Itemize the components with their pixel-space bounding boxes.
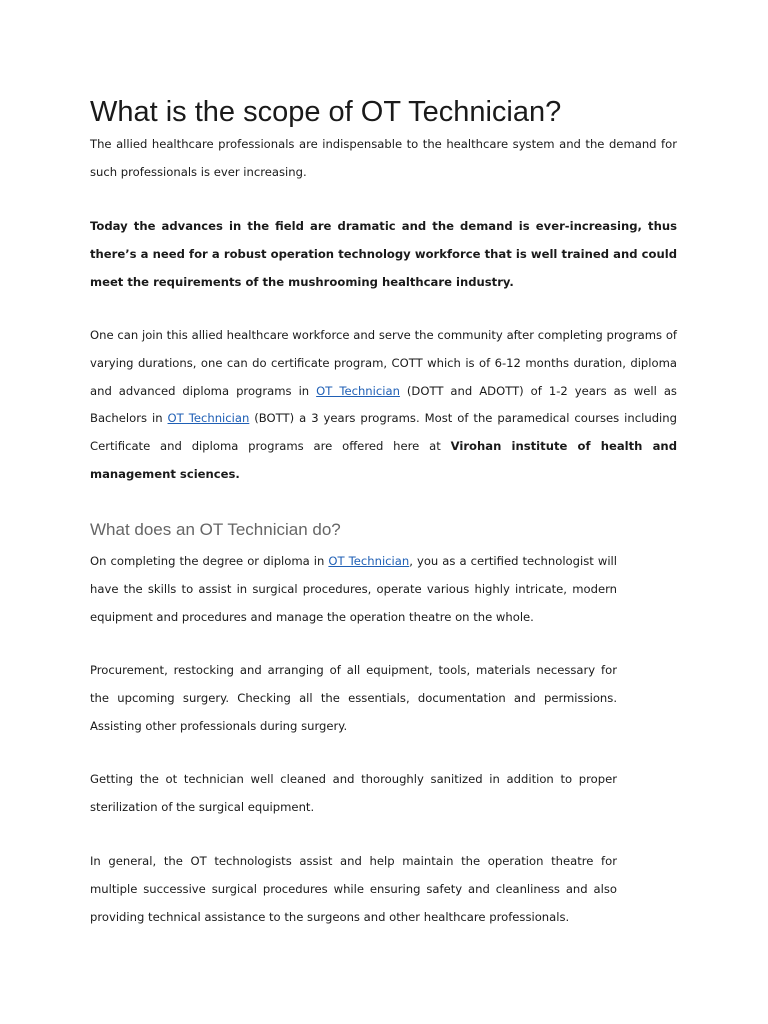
institute-name: Virohan institute of health and management sciences. — [90, 439, 677, 481]
programs-text-3: (BOTT) a 3 years programs. Most of the paramedical courses including Certificate and diploma programs are offered here at — [90, 411, 677, 454]
role-text-1: On completing the degree or diploma in — [90, 554, 329, 568]
general-paragraph: In general, the OT technologists assist and help maintain the operation theatre for multiple successive surgical procedures while ensuring safety and cleanliness and also providing technical assistance to the surgeons and other healthcare professionals. — [90, 854, 617, 924]
section-heading: What does an OT Technician do? — [90, 520, 341, 539]
role-paragraph — [90, 548, 617, 631]
programs-text-1: One can join this allied healthcare workforce and serve the community after completing programs of varying durations, one can do certificate program, COTT which is of 6-12 months duration, diploma and advanced diploma programs in — [90, 328, 677, 398]
ot-technician-link[interactable]: OT Technician — [316, 383, 400, 398]
intro-paragraph: The allied healthcare professionals are indispensable to the healthcare system and the demand for such professionals is ever increasing. — [90, 137, 677, 179]
programs-text-2: (DOTT and ADOTT) of 1-2 years as well as Bachelors in — [90, 383, 677, 426]
programs-paragraph — [90, 322, 677, 489]
cleaning-paragraph: Getting the ot technician well cleaned and thoroughly sanitized in addition to proper sterilization of the surgical equipment. — [90, 772, 617, 814]
bold-paragraph: Today the advances in the field are dramatic and the demand is ever-increasing, thus there’s a need for a robust operation technology workforce that is well trained and could meet the requirements of the mushrooming healthcare industry. — [90, 219, 677, 289]
role-text-2: , you as a certified technologist will have the skills to assist in surgical procedures, operate various highly intricate, modern equipment and procedures and manage the operation theatre on the whole. — [90, 554, 617, 624]
ot-technician-link[interactable]: OT Technician — [328, 554, 410, 568]
ot-technician-link[interactable]: OT Technician — [167, 411, 250, 426]
page-title: What is the scope of OT Technician? — [90, 96, 562, 128]
procurement-paragraph: Procurement, restocking and arranging of all equipment, tools, materials necessary for the upcoming surgery. Checking all the essentials, documentation and permissions. Assisting other professionals during surgery. — [90, 663, 617, 733]
